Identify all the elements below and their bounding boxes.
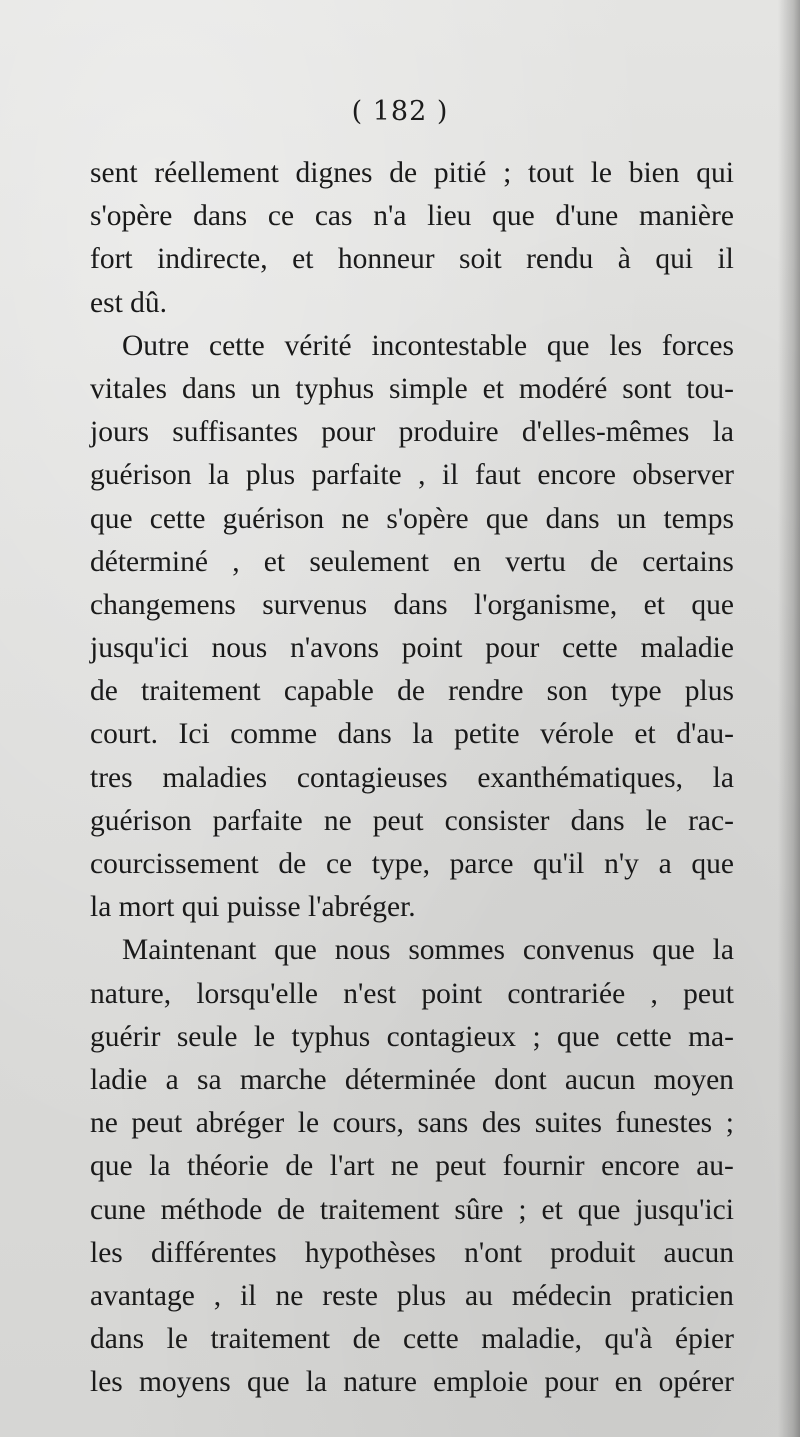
text-line: court. Ici comme dans la petite vérole et d'au- [90,718,734,751]
text-line: nature, lorsqu'elle n'est point contrariée , peut [90,977,734,1010]
paragraph-3 [90,929,734,1404]
text-line: déterminé , et seulement en vertu de certains [90,545,734,578]
text-line: avantage , il ne reste plus au médecin praticien [90,1279,734,1312]
paragraph-2 [90,325,734,930]
text-line: changemens survenus dans l'organisme, et que [90,588,734,621]
page-number-header: ( 182 ) [351,96,449,127]
text-line: la mort qui puisse l'abréger. [90,891,416,924]
text-line: s'opère dans ce cas n'a lieu que d'une manière [90,200,734,233]
text-line: ladie a sa marche déterminée dont aucun moyen [90,1063,734,1096]
text-line: est dû. [90,286,168,319]
text-line: jusqu'ici nous n'avons point pour cette maladie [90,632,734,665]
text-line: courcissement de ce type, parce qu'il n'y a que [90,848,734,880]
text-line: guérir seule le typhus contagieux ; que cette ma- [90,1020,734,1053]
text-line: Maintenant que nous sommes convenus que la [122,934,734,967]
paragraph-1 [90,152,734,325]
text-line: jours suffisantes pour produire d'elles-mêmes la [90,416,734,449]
text-line: vitales dans un typhus simple et modéré sont tou- [90,372,734,405]
text-line: les différentes hypothèses n'ont produit aucun [90,1236,734,1269]
page-edge-shadow [778,0,800,1437]
text-line: Outre cette vérité incontestable que les forces [122,329,734,362]
text-line: les moyens que la nature emploie pour en opérer [90,1366,734,1399]
text-line: sent réellement dignes de pitié ; tout le bien qui [90,157,734,189]
text-line: tres maladies contagieuses exanthématiques, la [90,761,734,794]
text-line: que la théorie de l'art ne peut fournir encore au- [90,1150,734,1183]
text-line: guérison parfaite ne peut consister dans le rac- [90,804,734,837]
text-line: cune méthode de traitement sûre ; et que jusqu'ici [90,1193,734,1226]
text-line: que cette guérison ne s'opère que dans un temps [90,502,734,535]
text-line: dans le traitement de cette maladie, qu'à épier [90,1323,734,1356]
text-line: de traitement capable de rendre son type plus [90,675,734,708]
text-line: ne peut abréger le cours, sans des suites funestes ; [90,1107,734,1140]
body-text [90,152,734,1404]
text-line: guérison la plus parfaite , il faut encore observer [90,459,734,492]
text-line: fort indirecte, et honneur soit rendu à qui il [90,243,734,276]
